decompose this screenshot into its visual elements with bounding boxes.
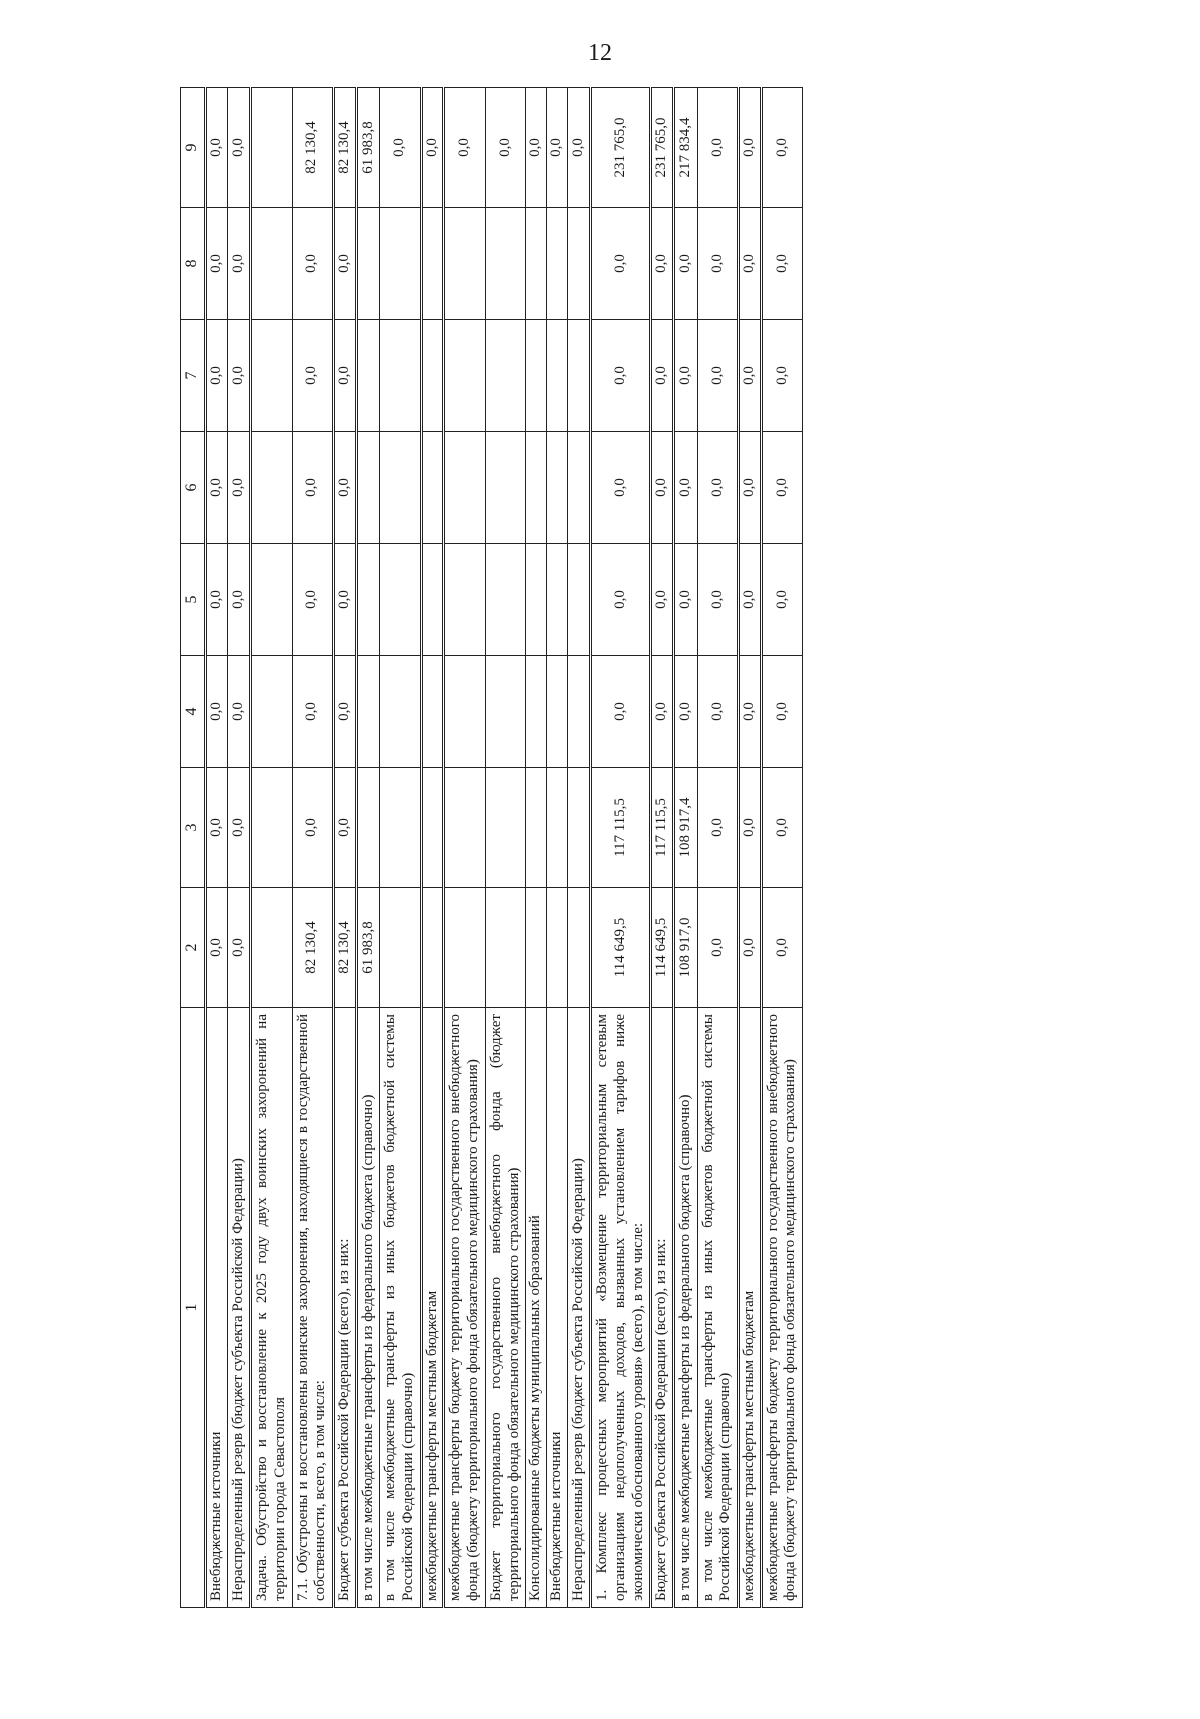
table-row: [356, 88, 380, 1608]
value-cell: 0,0: [697, 432, 738, 544]
value-cell: [567, 768, 591, 888]
row-label: межбюджетные трансферты бюджету территориального государственного внебюджетного фонда (бюджету территориального фонда обязательного медицинского страхования): [444, 1008, 485, 1608]
value-cell: 0,0: [697, 88, 738, 208]
value-cell: 114 649,5: [651, 888, 674, 1008]
value-cell: 0,0: [761, 656, 802, 768]
value-cell: [567, 656, 591, 768]
value-cell: [526, 888, 547, 1008]
table-row: [292, 88, 333, 1608]
row-label: межбюджетные трансферты бюджету территориального государственного внебюджетного фонда (бюджету территориального фонда обязательного медицинского страхования): [761, 1008, 802, 1608]
table-row: [227, 88, 251, 1608]
value-cell: [356, 320, 380, 432]
value-cell: 108 917,4: [674, 768, 698, 888]
value-cell: 0,0: [205, 208, 227, 320]
value-cell: 0,0: [697, 544, 738, 656]
header-cell: 5: [181, 544, 206, 656]
value-cell: [526, 432, 547, 544]
table-row: [761, 88, 802, 1608]
value-cell: 0,0: [227, 208, 251, 320]
value-cell: [485, 768, 525, 888]
header-cell: 2: [181, 888, 206, 1008]
row-label: Бюджет территориального государственного внебюджетного фонда (бюджет территориального фонда обязательного медицинского страхования): [485, 1008, 525, 1608]
value-cell: [526, 544, 547, 656]
row-label: Бюджет субъекта Российской Федерации (всего), из них:: [651, 1008, 674, 1608]
value-cell: 0,0: [739, 656, 762, 768]
value-cell: 0,0: [761, 432, 802, 544]
row-label: 7.1. Обустроены и восстановлены воинские захоронения, находящиеся в государственной собственности, всего, в том числе:: [292, 1008, 333, 1608]
value-cell: 117 115,5: [651, 768, 674, 888]
value-cell: [421, 888, 444, 1008]
header-cell: 7: [181, 320, 206, 432]
page-number: 12: [588, 40, 612, 66]
value-cell: [251, 320, 292, 432]
value-cell: 0,0: [674, 320, 698, 432]
value-cell: [421, 320, 444, 432]
value-cell: [380, 544, 421, 656]
value-cell: 0,0: [567, 88, 591, 208]
value-cell: [546, 432, 567, 544]
value-cell: 0,0: [292, 656, 333, 768]
row-label: Нераспределенный резерв (бюджет субъекта Российской Федерации): [227, 1008, 251, 1608]
value-cell: 82 130,4: [334, 88, 357, 208]
value-cell: 231 765,0: [591, 88, 651, 208]
value-cell: [356, 544, 380, 656]
value-cell: 0,0: [591, 544, 651, 656]
value-cell: [485, 888, 525, 1008]
value-cell: 0,0: [292, 208, 333, 320]
value-cell: 0,0: [761, 320, 802, 432]
value-cell: [526, 208, 547, 320]
table-row: [546, 88, 567, 1608]
value-cell: [380, 432, 421, 544]
value-cell: 0,0: [697, 320, 738, 432]
value-cell: 0,0: [761, 208, 802, 320]
value-cell: 0,0: [227, 320, 251, 432]
value-cell: 0,0: [739, 888, 762, 1008]
value-cell: [526, 768, 547, 888]
value-cell: 0,0: [334, 768, 357, 888]
value-cell: 0,0: [380, 88, 421, 208]
value-cell: 0,0: [674, 656, 698, 768]
value-cell: 0,0: [739, 768, 762, 888]
value-cell: 0,0: [334, 208, 357, 320]
row-label: Консолидированные бюджеты муниципальных образований: [526, 1008, 547, 1608]
value-cell: 0,0: [651, 432, 674, 544]
value-cell: 0,0: [674, 208, 698, 320]
value-cell: 0,0: [739, 544, 762, 656]
row-label: в том числе межбюджетные трансферты из федерального бюджета (справочно): [356, 1008, 380, 1608]
table-row: [526, 88, 547, 1608]
row-label: межбюджетные трансферты местным бюджетам: [739, 1008, 762, 1608]
value-cell: 0,0: [485, 88, 525, 208]
value-cell: 0,0: [651, 320, 674, 432]
table-row: [421, 88, 444, 1608]
value-cell: 0,0: [205, 544, 227, 656]
value-cell: 0,0: [591, 432, 651, 544]
value-cell: [251, 544, 292, 656]
value-cell: 0,0: [292, 544, 333, 656]
value-cell: [421, 432, 444, 544]
value-cell: 0,0: [651, 544, 674, 656]
value-cell: [356, 768, 380, 888]
value-cell: [380, 320, 421, 432]
table-row: [697, 88, 738, 1608]
value-cell: 0,0: [227, 432, 251, 544]
value-cell: 0,0: [292, 768, 333, 888]
value-cell: 0,0: [227, 544, 251, 656]
value-cell: 0,0: [227, 768, 251, 888]
budget-table: [180, 87, 803, 1608]
value-cell: 0,0: [697, 888, 738, 1008]
table-row: [739, 88, 762, 1608]
header-cell: 3: [181, 768, 206, 888]
header-cell: 1: [181, 1008, 206, 1608]
value-cell: 231 765,0: [651, 88, 674, 208]
value-cell: [356, 656, 380, 768]
value-cell: [444, 768, 485, 888]
value-cell: [356, 432, 380, 544]
value-cell: 0,0: [227, 888, 251, 1008]
table-row: [674, 88, 698, 1608]
value-cell: 0,0: [591, 208, 651, 320]
value-cell: [444, 432, 485, 544]
value-cell: [421, 656, 444, 768]
value-cell: [526, 320, 547, 432]
value-cell: 0,0: [697, 208, 738, 320]
value-cell: 0,0: [334, 432, 357, 544]
value-cell: [380, 768, 421, 888]
value-cell: [251, 888, 292, 1008]
value-cell: 0,0: [334, 320, 357, 432]
row-label: Бюджет субъекта Российской Федерации (всего), из них:: [334, 1008, 357, 1608]
table-row: [567, 88, 591, 1608]
value-cell: [546, 656, 567, 768]
value-cell: 0,0: [761, 88, 802, 208]
value-cell: [380, 888, 421, 1008]
value-cell: [526, 656, 547, 768]
value-cell: 0,0: [761, 768, 802, 888]
table-body: [181, 88, 803, 1608]
value-cell: [546, 888, 567, 1008]
value-cell: 0,0: [444, 88, 485, 208]
row-label: в том числе межбюджетные трансферты из федерального бюджета (справочно): [674, 1008, 698, 1608]
value-cell: [485, 656, 525, 768]
table-row: [205, 88, 227, 1608]
value-cell: 61 983,8: [356, 88, 380, 208]
header-row: [181, 88, 206, 1608]
value-cell: [567, 208, 591, 320]
value-cell: [421, 208, 444, 320]
value-cell: [567, 544, 591, 656]
header-cell: 4: [181, 656, 206, 768]
value-cell: [251, 432, 292, 544]
value-cell: 0,0: [205, 888, 227, 1008]
value-cell: 0,0: [227, 88, 251, 208]
value-cell: 0,0: [205, 768, 227, 888]
table-row: [485, 88, 525, 1608]
value-cell: 0,0: [697, 656, 738, 768]
value-cell: 0,0: [292, 320, 333, 432]
rotated-table-container: [180, 88, 1080, 1608]
value-cell: 82 130,4: [292, 88, 333, 208]
value-cell: 0,0: [739, 432, 762, 544]
value-cell: 0,0: [651, 208, 674, 320]
value-cell: 0,0: [421, 88, 444, 208]
value-cell: [251, 768, 292, 888]
value-cell: 0,0: [674, 432, 698, 544]
row-label: Внебюджетные источники: [546, 1008, 567, 1608]
value-cell: 0,0: [205, 432, 227, 544]
row-label: межбюджетные трансферты местным бюджетам: [421, 1008, 444, 1608]
value-cell: 82 130,4: [292, 888, 333, 1008]
table-row: [251, 88, 292, 1608]
value-cell: 0,0: [739, 320, 762, 432]
value-cell: [444, 320, 485, 432]
value-cell: 0,0: [334, 656, 357, 768]
value-cell: [444, 656, 485, 768]
header-cell: 8: [181, 208, 206, 320]
value-cell: 0,0: [205, 88, 227, 208]
value-cell: [444, 544, 485, 656]
value-cell: 0,0: [334, 544, 357, 656]
value-cell: 0,0: [227, 656, 251, 768]
value-cell: [546, 320, 567, 432]
value-cell: 217 834,4: [674, 88, 698, 208]
value-cell: 114 649,5: [591, 888, 651, 1008]
table-row: [380, 88, 421, 1608]
value-cell: 0,0: [205, 320, 227, 432]
value-cell: [444, 208, 485, 320]
value-cell: [485, 320, 525, 432]
header-cell: 6: [181, 432, 206, 544]
row-label: в том числе межбюджетные трансферты из иных бюджетов бюджетной системы Российской Федерации (справочно): [697, 1008, 738, 1608]
value-cell: 0,0: [546, 88, 567, 208]
value-cell: 0,0: [674, 544, 698, 656]
value-cell: 0,0: [292, 432, 333, 544]
value-cell: [380, 656, 421, 768]
value-cell: [567, 320, 591, 432]
value-cell: 0,0: [591, 656, 651, 768]
value-cell: [251, 208, 292, 320]
value-cell: [485, 432, 525, 544]
value-cell: 0,0: [739, 88, 762, 208]
value-cell: 108 917,0: [674, 888, 698, 1008]
value-cell: [251, 88, 292, 208]
value-cell: [421, 544, 444, 656]
value-cell: 82 130,4: [334, 888, 357, 1008]
value-cell: 0,0: [526, 88, 547, 208]
value-cell: 0,0: [205, 656, 227, 768]
row-label: Задача. Обустройство и восстановление к 2025 году двух воинских захоронений на территории города Севастополя: [251, 1008, 292, 1608]
value-cell: [546, 208, 567, 320]
value-cell: 0,0: [761, 544, 802, 656]
row-label: Нераспределенный резерв (бюджет субъекта Российской Федерации): [567, 1008, 591, 1608]
value-cell: [567, 432, 591, 544]
table-row: [444, 88, 485, 1608]
value-cell: [546, 768, 567, 888]
value-cell: [485, 544, 525, 656]
value-cell: 0,0: [591, 320, 651, 432]
value-cell: 0,0: [697, 768, 738, 888]
table-row: [591, 88, 651, 1608]
value-cell: 0,0: [739, 208, 762, 320]
header-cell: 9: [181, 88, 206, 208]
row-label: в том числе межбюджетные трансферты из иных бюджетов бюджетной системы Российской Федерации (справочно): [380, 1008, 421, 1608]
value-cell: [546, 544, 567, 656]
value-cell: [356, 208, 380, 320]
value-cell: 0,0: [651, 656, 674, 768]
value-cell: [444, 888, 485, 1008]
value-cell: 0,0: [761, 888, 802, 1008]
value-cell: [251, 656, 292, 768]
value-cell: 117 115,5: [591, 768, 651, 888]
value-cell: 61 983,8: [356, 888, 380, 1008]
row-label: Внебюджетные источники: [205, 1008, 227, 1608]
value-cell: [567, 888, 591, 1008]
table-row: [334, 88, 357, 1608]
value-cell: [380, 208, 421, 320]
row-label: 1. Комплекс процессных мероприятий «Возмещение территориальным сетевым организациям недополученных доходов, вызванных установлением тарифов ниже экономически обоснованного уровня» (всего), в том числе:: [591, 1008, 651, 1608]
value-cell: [421, 768, 444, 888]
value-cell: [485, 208, 525, 320]
table-row: [651, 88, 674, 1608]
